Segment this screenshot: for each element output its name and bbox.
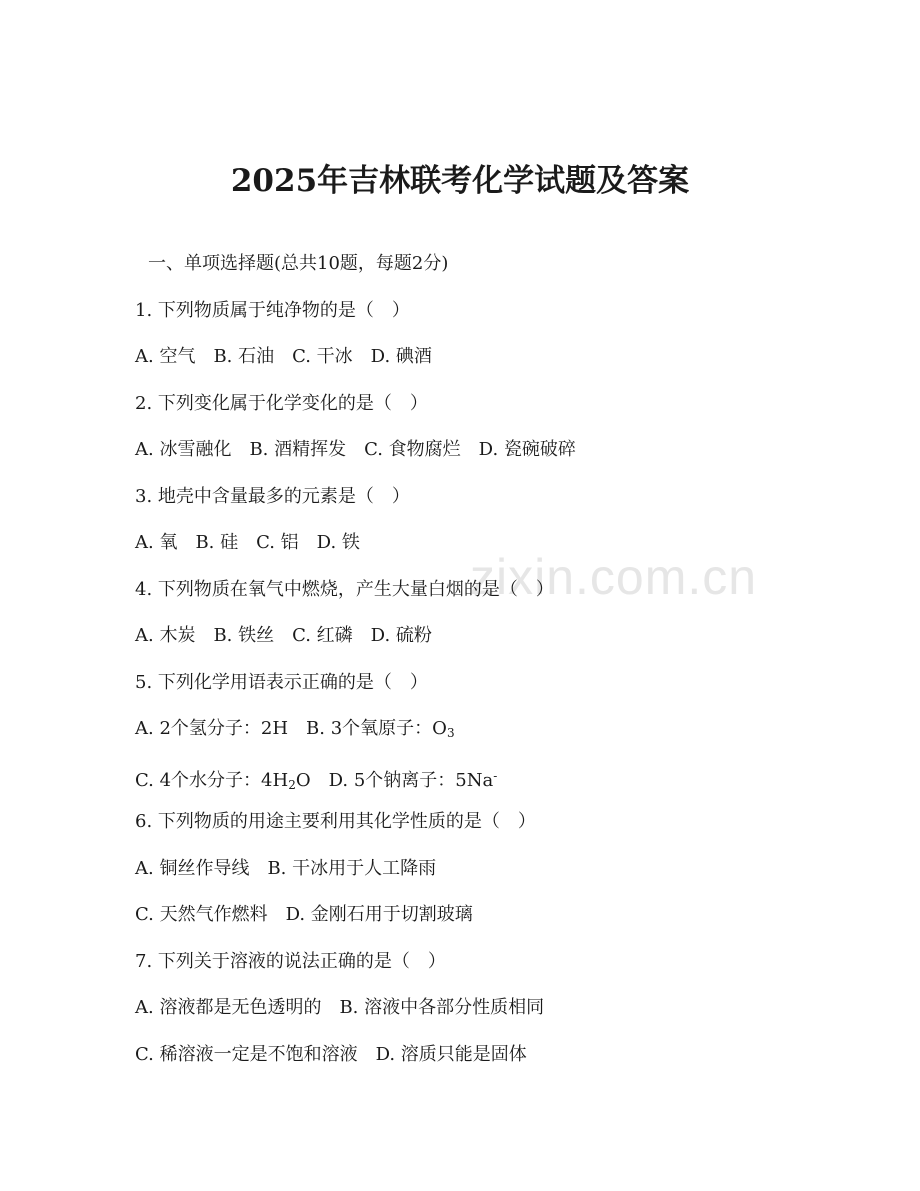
question-6-stem: 6. 下列物质的用途主要利用其化学性质的是（ ）	[135, 811, 536, 832]
question-6-options-cd: C. 天然气作燃料 D. 金刚石用于切割玻璃	[135, 904, 473, 925]
question-5-option-b: B. 3个氧原子：$O_3$	[306, 718, 455, 740]
question-7-options-ab: A. 溶液都是无色透明的 B. 溶液中各部分性质相同	[135, 997, 545, 1018]
question-2-stem: 2. 下列变化属于化学变化的是（ ）	[135, 393, 428, 414]
question-1-stem: 1. 下列物质属于纯净物的是（ ）	[135, 300, 410, 321]
question-3-options: A. 氧 B. 硅 C. 铝 D. 铁	[135, 532, 360, 553]
watermark: zixin.com.cn	[470, 549, 758, 605]
question-7-stem: 7. 下列关于溶液的说法正确的是（ ）	[135, 951, 446, 972]
question-5-option-d: D. 5个钠离子：5Na-	[328, 769, 498, 791]
question-4-stem: 4. 下列物质在氧气中燃烧，产生大量白烟的是（ ）	[135, 579, 554, 600]
question-4-options: A. 木炭 B. 铁丝 C. 红磷 D. 硫粉	[135, 625, 432, 646]
question-5-options-cd	[135, 764, 497, 797]
question-7-options-cd: C. 稀溶液一定是不饱和溶液 D. 溶质只能是固体	[135, 1044, 527, 1065]
question-3-stem: 3. 地壳中含量最多的元素是（ ）	[135, 486, 410, 507]
question-2-options: A. 冰雪融化 B. 酒精挥发 C. 食物腐烂 D. 瓷碗破碎	[135, 439, 576, 460]
section-heading: 一、单项选择题(总共10题，每题2分)	[148, 253, 449, 274]
question-6-options-ab: A. 铜丝作导线 B. 干冰用于人工降雨	[135, 858, 437, 879]
question-5-option-c: C. 4个水分子：$4H_2O$	[135, 770, 311, 792]
question-5-stem: 5. 下列化学用语表示正确的是（ ）	[135, 672, 428, 693]
question-5-options-ab	[135, 717, 455, 745]
document-title: 2025年吉林联考化学试题及答案	[230, 163, 690, 199]
question-5-option-a: A. 2个氢分子：2H	[135, 718, 289, 739]
question-1-options: A. 空气 B. 石油 C. 干冰 D. 碘酒	[135, 346, 432, 367]
